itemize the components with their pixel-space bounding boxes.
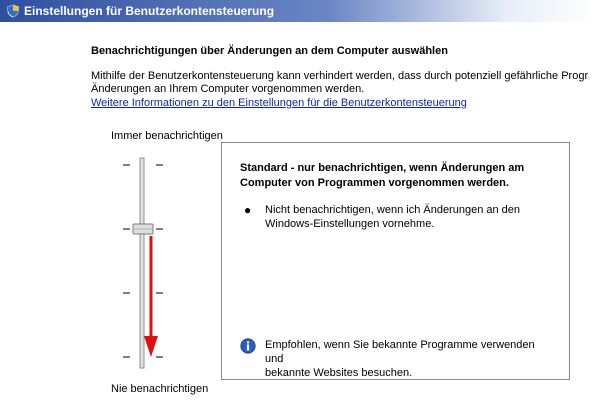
uac-shield-icon: [6, 4, 20, 18]
description-line: Mithilfe der Benutzerkontensteuerung kann verhindert werden, dass durch potenziell gefährliche Progr: [91, 70, 589, 82]
setting-description-box: [221, 142, 570, 380]
bullet-text: Nicht benachrichtigen, wenn ich Änderungen an den Windows-Einstellungen vornehme.: [265, 204, 521, 230]
setting-title: Standard - nur benachrichtigen, wenn Änderungen am Computer von Programmen vorgenommen werden.: [240, 162, 525, 189]
slider-track: [140, 158, 144, 368]
page-heading: Benachrichtigungen über Änderungen an dem Computer auswählen: [91, 45, 448, 57]
recommendation-note: [240, 338, 560, 380]
notification-level-slider[interactable]: [118, 150, 174, 372]
red-down-arrow-icon: [144, 236, 158, 357]
slider-label-bottom: Nie benachrichtigen: [111, 383, 209, 395]
slider-label-top: Immer benachrichtigen: [111, 130, 223, 142]
info-icon: [240, 338, 256, 354]
window-title: Einstellungen für Benutzerkontensteuerung: [24, 4, 275, 18]
description: [91, 70, 588, 96]
bullet-icon: ●: [244, 203, 252, 217]
setting-bullet: [240, 203, 560, 231]
window-titlebar[interactable]: [0, 0, 597, 22]
recommendation-text: Empfohlen, wenn Sie bekannte Programme verwenden und bekannte Websites besuchen.: [265, 339, 535, 379]
description-line: Änderungen an Ihrem Computer vorgenommen werden.: [91, 83, 365, 95]
more-info-link[interactable]: Weitere Informationen zu den Einstellungen für die Benutzerkontensteuerung: [91, 97, 467, 109]
